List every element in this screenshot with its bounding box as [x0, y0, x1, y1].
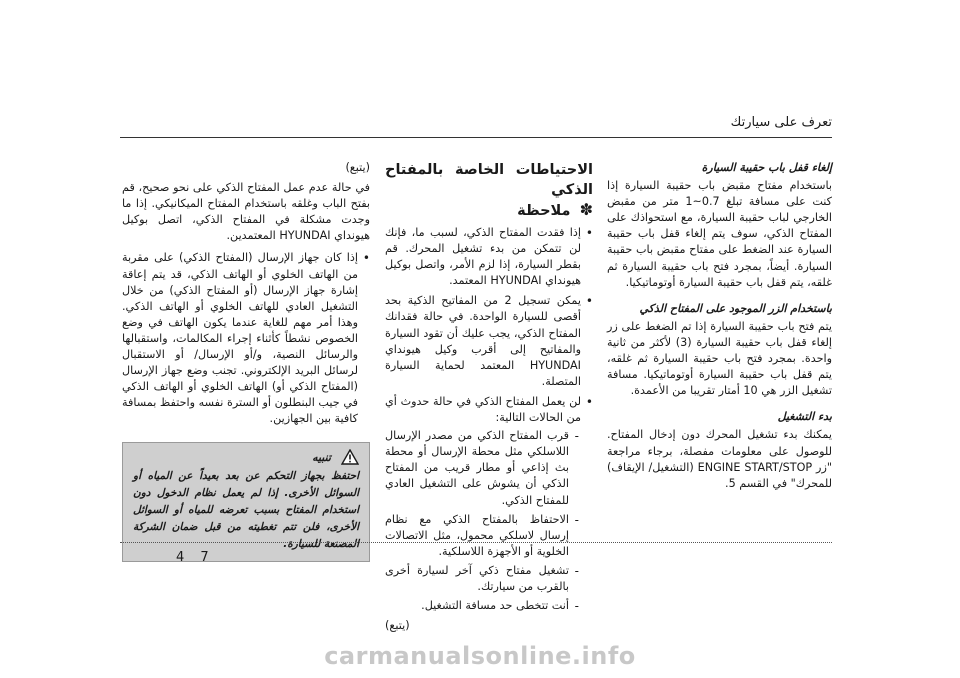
section-title-note: ملاحظة	[517, 203, 571, 219]
paragraph-trunk-handle-switch: باستخدام مفتاح مقبض باب حقيبة السيارة إذا كنت على مسافة تبلغ 0.7~1 متر من مقبض الخارجي لباب حقيبة السيارة، مع استحواذك على المفتاح الذكي، سوف يتم إلغاء قفل باب حقيبة السيارة عند الضغط على مفتاح مقبض باب حقيبة السيارة. أيضاً، بمجرد فتح باب حقيبة السيارة ثم غلقه، يتم قفل باب حقيبة السيارة أوتوماتيكيا.	[607, 179, 833, 289]
precautions-list	[385, 225, 593, 614]
paragraph-start-engine: يمكنك بدء تشغيل المحرك دون إدخال المفتاح. للوصول على معلومات مفصلة، برجاء مراجعة "زر ENGINE START/STOP (التشغيل/ الإيقاف) للمحرك" في القسم 5.	[607, 428, 832, 490]
paragraph-mechanical-key: في حالة عدم عمل المفتاح الذكي على نحو صحيح، قم بفتح الباب وغلقه باستخدام المفتاح الميكانيكي. إذا ما وجدت مشكلة في المفتاح الذكي، اتصل بوكيل هيونداي HYUNDAI المعتمدين.	[122, 181, 370, 243]
heading-start-engine: بدء التشغيل	[777, 410, 832, 424]
list-item: • إذا فقدت المفتاح الذكي، لسبب ما، فإنك لن تتمكن من بدء تشغيل المحرك. قم بقطر السيارة، إذا لزم الأمر، واتصل بوكيل هيونداي HYUNDAI المعتمد.	[385, 225, 593, 289]
page-number	[176, 550, 221, 565]
continued-note: (يتبع)	[385, 619, 410, 633]
heading-smart-key-button: باستخدام الزر الموجود على المفتاح الذكي	[639, 301, 832, 315]
footer-rule	[120, 542, 832, 543]
caution-box	[122, 442, 370, 562]
heading-trunk-unlock: إلغاء قفل باب حقيبة السيارة	[701, 161, 832, 174]
column-left	[122, 160, 370, 562]
watermark: carmanualsonline.info	[324, 642, 636, 670]
page-header-title: تعرف على سيارتك	[730, 115, 832, 130]
page-index-number: 7	[200, 550, 209, 565]
phone-interference-list	[122, 250, 370, 427]
list-item: - تشغيل مفتاح ذكي آخر لسيارة أخرى بالقرب من سيارتك.	[385, 563, 581, 595]
page-section-number: 4	[176, 550, 185, 565]
list-item-text: لن يعمل المفتاح الذكي في حالة حدوث أي من الحالات التالية:	[385, 394, 581, 425]
column-right	[607, 160, 832, 498]
column-middle	[385, 160, 593, 634]
section-title	[385, 160, 593, 221]
list-item: - قرب المفتاح الذكي من مصدر الإرسال اللاسلكي مثل محطة الإرسال أو محطة بث إذاعي أو مطار قريب من المفتاح الذكي أن يشوش على التشغيل العادي للمفتاح الذكي.	[385, 428, 581, 508]
list-item: • إذا كان جهاز الإرسال (المفتاح الذكي) على مقربة من الهاتف الخلوي أو الهاتف الذكي، قد يتم إعاقة إشارة جهاز الإرسال (أو المفتاح الذكي) من خلال التشغيل العادي للهاتف الخلوي أو الهاتف الذكي. وهذا أمر مهم للغاية عندما يكون الهاتف في وضع الخصوص نشطاً كأثناء إجراء المكالمات، واستقبالها والرسائل النصية، و/أو الإرسال/ أو الاستقبال لرسائل البريد الإلكتروني. تجنب وضع جهاز الإرسال (المفتاح الذكي أو) الهاتف الخلوي أو الهاتف الذكي في جيب البنطلون أو السترة نفسه واحتفظ بمسافة كافية بين الجهازين.	[122, 250, 370, 427]
list-item: - الاحتفاظ بالمفتاح الذكي مع نظام إرسال لاسلكي محمول، مثل الاتصالات الخلوية أو الأجهزة اللاسلكية.	[385, 512, 581, 560]
caution-title: تنبيه	[312, 450, 331, 464]
caution-text: احتفظ بجهاز التحكم عن بعد بعيداً عن المياه أو السوائل الأخرى. إذا لم يعمل نظام الدخول دون استخدام المفتاح بسبب تعرضه للمياه أو السوائل الأخرى، فلن تتم تغطيته من قبل ضمان الشركة المصنعة للسيارة.	[133, 469, 359, 550]
conditions-list	[385, 428, 581, 614]
star-icon: ✽	[579, 200, 593, 219]
list-item: - أنت تتخطى حد مسافة التشغيل.	[385, 598, 581, 614]
list-item	[385, 394, 593, 614]
caution-header	[133, 449, 359, 466]
paragraph-smart-key-button: يتم فتح باب حقيبة السيارة إذا تم الضغط على زر إلغاء قفل باب حقيبة السيارة (3) لأكثر من ثانية واحدة. بمجرد فتح باب حقيبة السيارة ثم غلقه، يتم قفل باب حقيبة السيارة أوتوماتيكيا. مسافة تشغيل الزر هي 10 أمتار تقريبا من الأعمدة.	[607, 319, 832, 398]
list-item: • يمكن تسجيل 2 من المفاتيح الذكية بحد أقصى للسيارة الواحدة. في حالة فقدانك المفتاح الذكي، يجب عليك أن تقود السيارة والمفاتيح إلى أقرب وكيل هيونداي HYUNDAI المعتمد لحماية السيارة المتصلة.	[385, 293, 593, 390]
section-title-text: الاحتياطات الخاصة بالمفتاح الذكي	[385, 162, 593, 198]
header-rule	[120, 137, 832, 138]
continued-label: (يتبع)	[345, 161, 370, 174]
warning-triangle-icon	[341, 449, 359, 465]
